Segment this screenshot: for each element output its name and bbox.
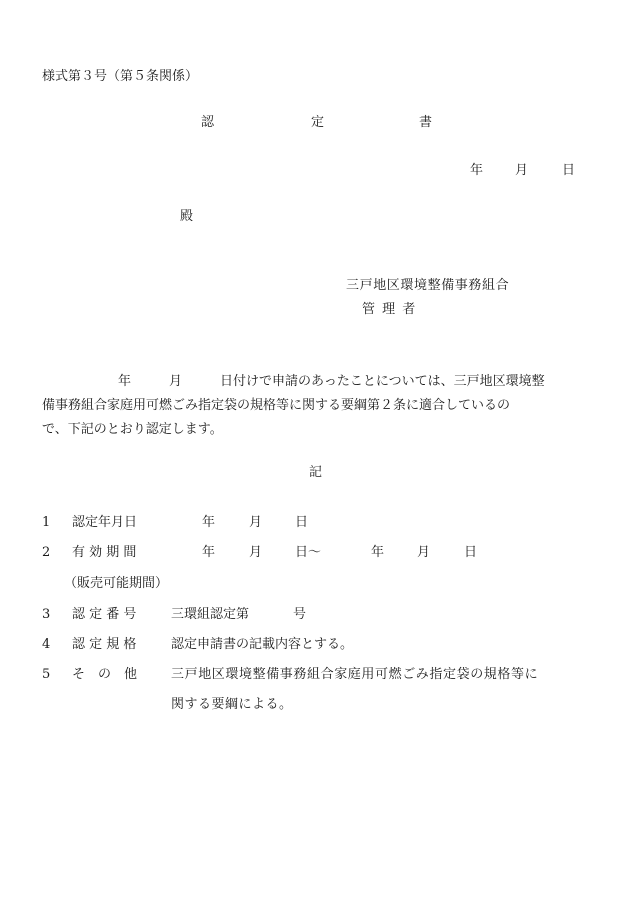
item-number: 4 [42,637,51,652]
item-value-line-2: 関する要綱による。 [171,697,293,712]
item-label: 認定年月日 [72,515,138,530]
item-year: 年 [202,515,216,530]
document-title-char-2: 定 [311,115,325,130]
item-number-prefix: 三環組認定第 [171,607,250,622]
item-value: 認定申請書の記載内容とする。 [171,637,354,652]
item-number: 5 [42,667,51,682]
item-to-year: 年 [371,545,385,560]
item-number: 1 [42,515,51,530]
item-from-year: 年 [202,545,216,560]
issue-date-year: 年 [470,163,484,178]
item-label: 認 定 番 号 [72,607,137,622]
item-to-day: 日 [464,545,478,560]
body-line-1 [42,370,590,394]
item-number: 3 [42,607,51,622]
document-title-char-1: 認 [201,115,215,130]
item-number-suffix: 号 [293,607,307,622]
item-value-line-1: 三戸地区環境整備事務組合家庭用可燃ごみ指定袋の規格等に [171,667,539,682]
item-from-month: 月 [249,545,263,560]
item-label: 有 効 期 間 [72,545,137,560]
form-number: 様式第３号（第５条関係） [42,69,199,84]
item-number: 2 [42,545,51,560]
document-title-char-3: 書 [419,115,433,130]
body-line-3: で、下記のとおり認定します。 [42,422,223,437]
ki-heading: 記 [309,465,323,480]
body-line-2: 備事務組合家庭用可燃ごみ指定袋の規格等に関する要綱第２条に適合しているの [42,398,511,413]
item-month: 月 [249,515,263,530]
issuer-organization: 三戸地区環境整備事務組合 [346,278,510,293]
item-label: そ の 他 [72,667,138,682]
addressee-honorific: 殿 [180,209,194,224]
sales-period-note: （販売可能期間） [64,576,169,591]
body-line-1-text: 日付けで申請のあったことについては、三戸地区環境整 [220,374,545,389]
body-month: 月 [169,374,183,389]
item-day: 日 [295,515,309,530]
issue-date-month: 月 [515,163,529,178]
certification-body [42,370,590,442]
item-to-month: 月 [417,545,431,560]
body-year: 年 [118,374,132,389]
issue-date-day: 日 [562,163,576,178]
item-label: 認 定 規 格 [72,637,137,652]
item-from-day: 日～ [295,545,322,560]
issuer-title: 管 理 者 [362,302,417,317]
